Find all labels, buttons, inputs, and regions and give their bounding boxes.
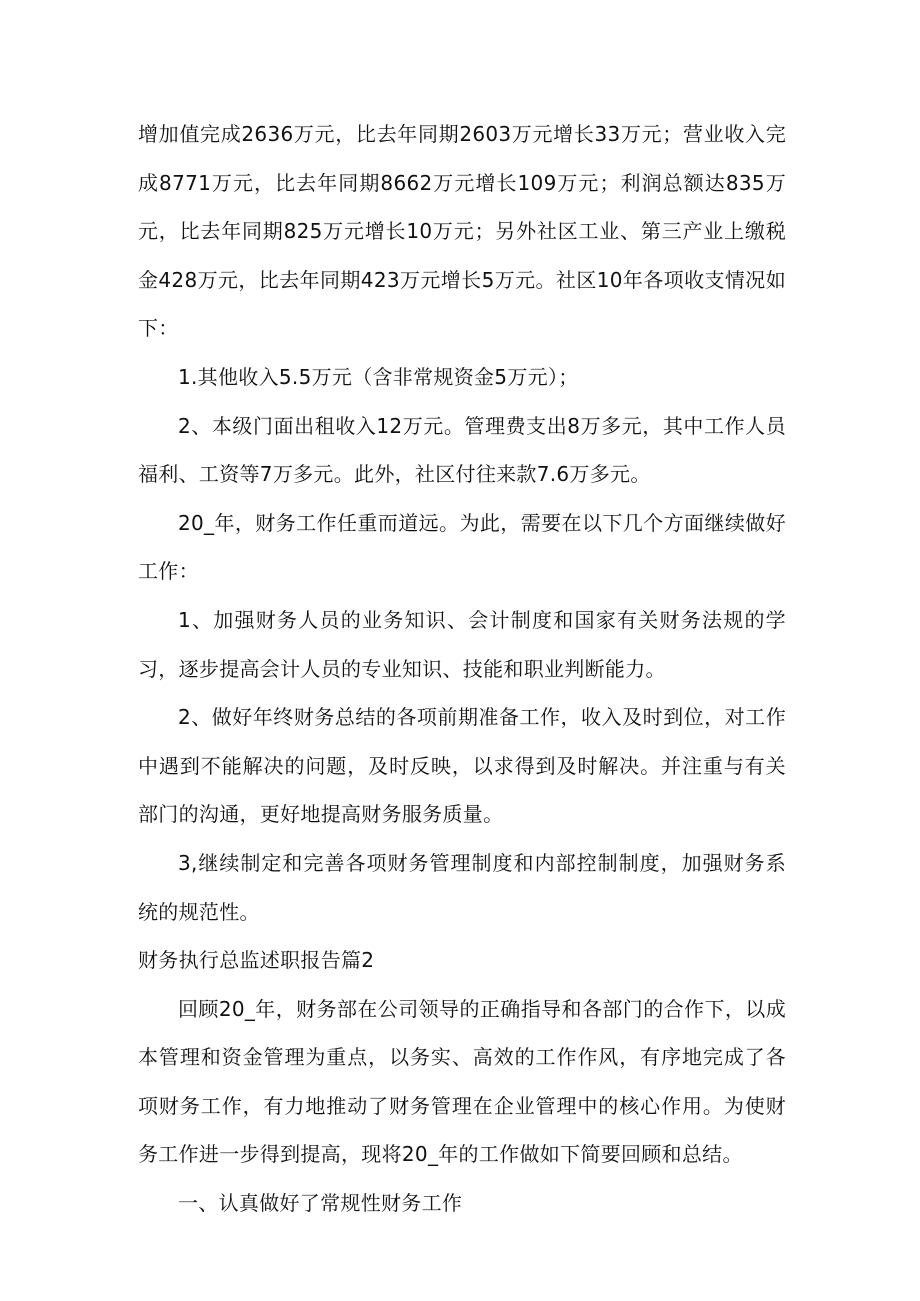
paragraph-9: 一、认真做好了常规性财务工作 <box>178 1191 463 1216</box>
paragraph-2: 1.其他收入5.5万元（含非常规资金5万元）； <box>178 364 579 389</box>
paragraph-6: 2、做好年终财务总结的各项前期准备工作，收入及时到位，对工作中遇到不能解决的问题，及时反映，以求得到及时解决。并注重与有关部门的沟通，更好地提高财务服务质量。 <box>138 705 786 827</box>
paragraph-7: 3,继续制定和完善各项财务管理制度和内部控制制度，加强财务系统的规范性。 <box>138 850 786 924</box>
paragraph-1: 增加值完成2636万元，比去年同期2603万元增长33万元；营业收入完成8771万元，比去年同期8662万元增长109万元；利润总额达835万元，比去年同期825万元增长10万元；另外社区工业、第三产业上缴税金428万元，比去年同期423万元增长5万元。社区10年各项收支情况如下： <box>138 122 786 341</box>
document-body <box>138 110 786 1228</box>
paragraph-8: 回顾20_年，财务部在公司领导的正确指导和各部门的合作下，以成本管理和资金管理为重点，以务实、高效的工作作风，有序地完成了各项财务工作，有力地推动了财务管理在企业管理中的核心作用。为使财务工作进一步得到提高，现将20_年的工作做如下简要回顾和总结。 <box>138 996 786 1167</box>
paragraph-4: 20_年，财务工作任重而道远。为此，需要在以下几个方面继续做好工作： <box>138 510 786 584</box>
paragraph-3: 2、本级门面出租收入12万元。管理费支出8万多元，其中工作人员福利、工资等7万多元。此外，社区付往来款7.6万多元。 <box>138 413 786 487</box>
paragraph-5: 1、加强财务人员的业务知识、会计制度和国家有关财务法规的学习，逐步提高会计人员的专业知识、技能和职业判断能力。 <box>138 607 786 681</box>
section-heading: 财务执行总监述职报告篇2 <box>138 948 375 973</box>
